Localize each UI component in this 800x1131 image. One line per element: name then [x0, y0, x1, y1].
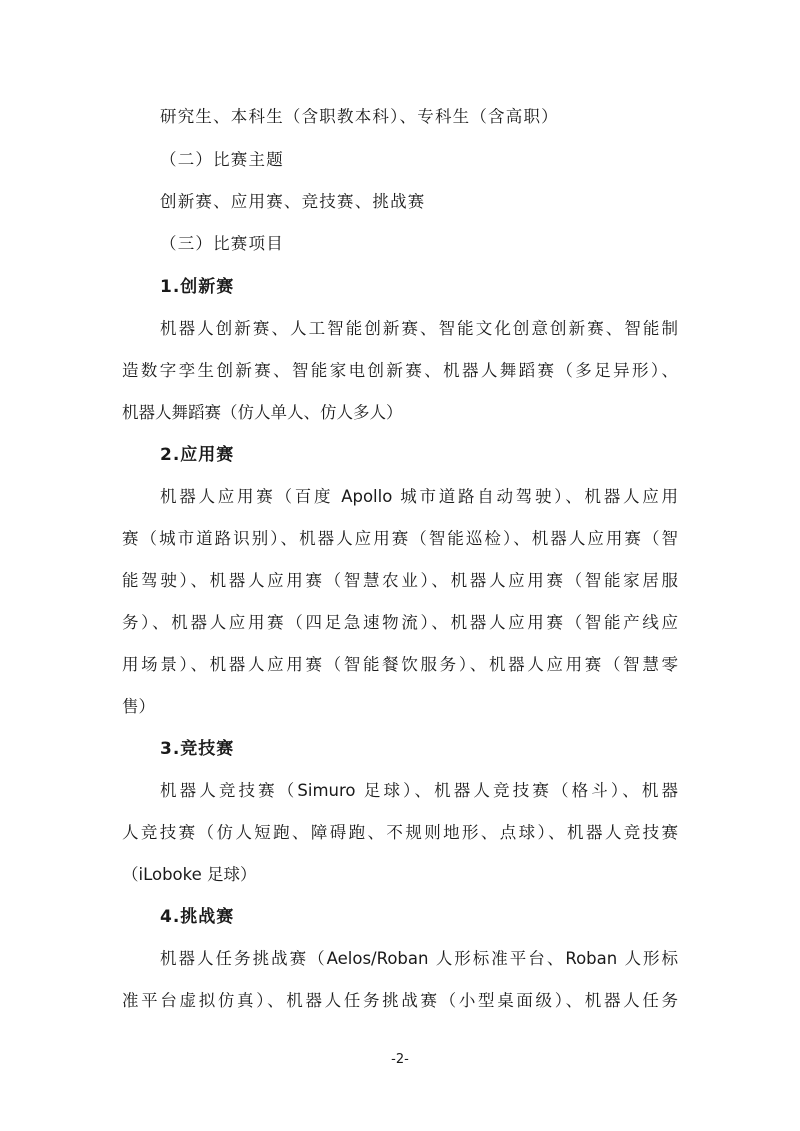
application-line-4: 务）、机器人应用赛（四足急速物流）、机器人应用赛（智能产线应: [122, 613, 678, 632]
innovation-line-2: 造数字孪生创新赛、智能家电创新赛、机器人舞蹈赛（多足异形）、: [122, 361, 678, 380]
competitive-line-3: （iLoboke 足球）: [122, 865, 257, 884]
challenge-line-1: 机器人任务挑战赛（Aelos/Roban 人形标准平台、Roban 人形标: [160, 949, 678, 968]
application-line-5: 用场景）、机器人应用赛（智能餐饮服务）、机器人应用赛（智慧零: [122, 655, 678, 674]
section-heading-projects: （三）比赛项目: [160, 234, 284, 253]
challenge-line-2: 准平台虚拟仿真）、机器人任务挑战赛（小型桌面级）、机器人任务: [122, 991, 678, 1010]
participant-levels-line: 研究生、本科生（含职教本科）、专科生（含高职）: [160, 107, 559, 126]
section-heading-theme: （二）比赛主题: [160, 150, 284, 169]
application-line-1: 机器人应用赛（百度 Apollo 城市道路自动驾驶）、机器人应用: [160, 487, 678, 506]
innovation-line-1: 机器人创新赛、人工智能创新赛、智能文化创意创新赛、智能制: [160, 319, 678, 338]
competitive-line-2: 人竞技赛（仿人短跑、障碍跑、不规则地形、点球）、机器人竞技赛: [122, 823, 678, 842]
page-number: -2-: [391, 1052, 409, 1067]
innovation-heading: 1.创新赛: [160, 277, 235, 297]
innovation-line-3: 机器人舞蹈赛（仿人单人、仿人多人）: [122, 403, 403, 422]
competitive-heading: 3.竞技赛: [160, 739, 235, 759]
application-heading: 2.应用赛: [160, 445, 235, 465]
competitive-line-1: 机器人竞技赛（Simuro 足球）、机器人竞技赛（格斗）、机器: [160, 781, 678, 800]
application-line-3: 能驾驶）、机器人应用赛（智慧农业）、机器人应用赛（智能家居服: [122, 571, 678, 590]
application-line-6: 售）: [122, 697, 155, 716]
theme-list-line: 创新赛、应用赛、竞技赛、挑战赛: [160, 192, 426, 211]
application-line-2: 赛（城市道路识别）、机器人应用赛（智能巡检）、机器人应用赛（智: [122, 529, 678, 548]
challenge-heading: 4.挑战赛: [160, 907, 235, 927]
